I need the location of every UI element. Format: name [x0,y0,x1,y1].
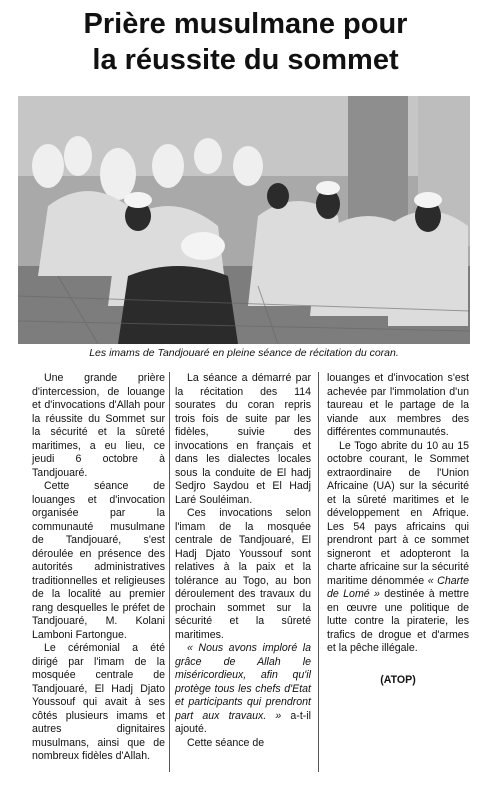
headline-line-2: la réussite du sommet [92,44,399,76]
article-column-1 [32,372,165,764]
paragraph: La séance a démarré par la récitation des 114 sourates du coran repris trois fois de suite par les fidèles, suivie des invocations en français et dans les dialectes locales sous la conduite de El hadj Sedjro Saydou et El Hadj Laré Souléiman. [175,372,311,506]
paragraph: Ces invocations selon l'imam de la mosquée centrale de Tandjouaré, El Hadj Djato Youssouf sont relatives à la paix et la tolérance au Togo, au bon déroulement des travaux du prochain sommet sur la sécurité et la sûreté maritimes. [175,507,311,641]
headline [0,6,491,78]
paragraph: Cette séance de [187,736,265,749]
column-divider [169,372,170,772]
imams-prayer-photo [18,96,470,344]
column-divider [318,372,319,772]
paragraph: louanges et d'invocation s'est achevée par l'immolation d'un taureau et le partage de la viande aux membres des différentes communautés. [327,372,469,438]
paragraph: Cette séance de louanges et d'invocation organisée par la communauté musulmane de Tandjouaré, s'est déroulée en présence des autorités administratives traditionnelles et religieuses de la localité au premier rang desquelles le préfet de Tandjouaré, M. Kolani Lamboni Fartongue. [32,480,165,641]
paragraph [327,440,469,656]
charter-name: « Charte de Lomé » [327,574,469,600]
paragraph: Le cérémonial a été dirigé par l'imam de la mosquée centrale de Tandjouaré, El Hadj Djato Youssouf qui avait à ses côtés plusieurs imams et autres dignitaires musulmans, ainsi que de nombreux fidèles d'Allah. [32,642,165,762]
news-photo [18,96,470,344]
article-column-3 [327,372,469,687]
quote-attribution: a-t-il ajouté. [175,709,311,735]
paragraph: Une grande prière d'intercession, de louange et d'invocations d'Allah pour la réussite du Sommet sur la sécurité et la sûreté maritimes, a eu lieu, ce jeudi 6 octobre à Tandjouaré. [32,372,165,479]
article-column-2 [175,372,311,750]
headline-line-1: Prière musulmane pour [83,8,408,40]
quote: « Nous avons imploré la grâce de Allah le miséricordieux, afin qu'il protège tous les chefs d'Etat et participants qui prendront part aux travaux. » [175,642,311,722]
photo-caption: Les imams de Tandjouaré en pleine séance de récitation du coran. [89,347,399,359]
paragraph-text: destinée à mettre en œuvre une politique de lutte contre la piraterie, les trafics de drogue et d'armes et la pêche illégale. [327,588,470,654]
quote-paragraph [175,642,311,737]
signature: (ATOP) [380,673,416,686]
paragraph-text: Le Togo abrite du 10 au 15 octobre courant, le Sommet extraordinaire de l'Union Africaine (UA) sur la sécurité et la sûreté maritimes et le développement en Afrique. Les 54 pays africains qui prendront part à ce sommet signeront et adopteront la charte africaine sur la sécurité maritime dénommée [327,439,469,587]
